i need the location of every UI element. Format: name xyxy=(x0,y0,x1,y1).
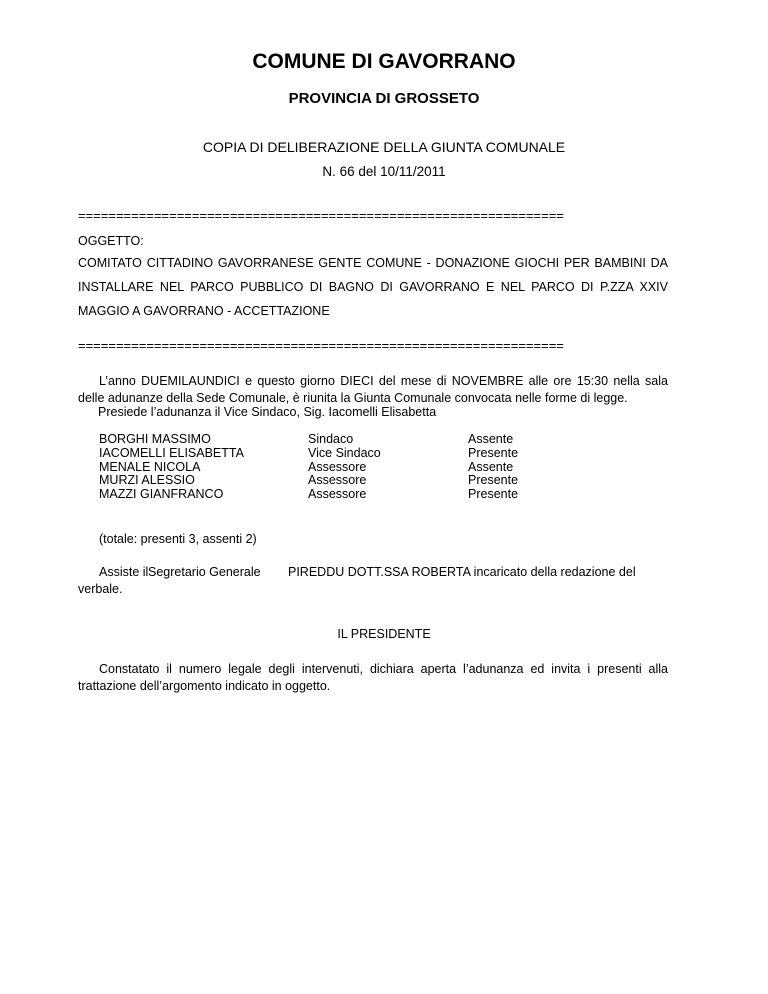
member-name: MAZZI GIANFRANCO xyxy=(99,487,224,502)
intro-paragraph: L’anno DUEMILAUNDICI e questo giorno DIECI del mese di NOVEMBRE alle ore 15:30 nella sala delle adunanze della Sede Comunale, è riunita la Giunta Comunale convocata nelle forme di legge. xyxy=(78,374,668,405)
secretary-line xyxy=(78,564,668,581)
member-status: Assente xyxy=(468,459,514,474)
province-subtitle: PROVINCIA DI GROSSETO xyxy=(288,90,480,107)
subject-text: COMITATO CITTADINO GAVORRANESE GENTE COMUNE - DONAZIONE GIOCHI PER BAMBINI DA INSTALLARE NEL PARCO PUBBLICO DI BAGNO DI GAVORRANO E NEL PARCO DI P.ZZA XXIV MAGGIO A GAVORRANO - ACCETTAZIONE xyxy=(78,256,668,318)
member-name: MENALE NICOLA xyxy=(99,459,201,474)
member-role: Assessore xyxy=(308,459,367,474)
subject-label: OGGETTO: xyxy=(78,234,144,248)
secretary-name: PIREDDU DOTT.SSA ROBERTA incaricato della redazione del xyxy=(288,565,636,579)
member-status: Presente xyxy=(468,445,519,460)
member-role: Vice Sindaco xyxy=(308,445,381,460)
member-status: Presente xyxy=(468,487,519,502)
municipality-title: COMUNE DI GAVORRANO xyxy=(252,50,516,73)
member-name: MURZI ALESSIO xyxy=(99,473,195,488)
document-type: COPIA DI DELIBERAZIONE DELLA GIUNTA COMUNALE xyxy=(202,139,566,155)
president-heading: IL PRESIDENTE xyxy=(337,627,431,641)
member-role: Sindaco xyxy=(308,432,354,446)
attendance-row xyxy=(99,488,619,502)
separator-top: ================================================================ xyxy=(78,208,564,223)
attendance-row xyxy=(99,461,619,475)
member-role: Assessore xyxy=(308,487,367,502)
secretary-paragraph xyxy=(78,564,668,598)
separator-bottom: ================================================================ xyxy=(78,338,564,353)
secretary-line xyxy=(78,581,668,598)
assist-text-end: verbale. xyxy=(78,582,123,596)
attendance-row xyxy=(99,474,619,488)
attendance-row xyxy=(99,433,619,447)
member-status: Assente xyxy=(468,432,514,446)
secretary-title: Segretario Generale xyxy=(148,565,261,579)
closing-paragraph: Constatato il numero legale degli intervenuti, dichiara aperta l’adunanza ed invita i presenti alla trattazione dell’argomento indicato in oggetto. xyxy=(78,662,668,693)
member-role: Assessore xyxy=(308,473,367,488)
attendance-totals: (totale: presenti 3, assenti 2) xyxy=(99,532,257,546)
member-status: Presente xyxy=(468,473,519,488)
attendance-row xyxy=(99,447,619,461)
member-name: BORGHI MASSIMO xyxy=(99,432,211,446)
attendance-table xyxy=(99,433,619,502)
member-name: IACOMELLI ELISABETTA xyxy=(99,445,244,460)
presides-line: Presiede l’adunanza il Vice Sindaco, Sig. Iacomelli Elisabetta xyxy=(98,405,437,419)
assist-text: Assiste il xyxy=(99,565,149,579)
document-number: N. 66 del 10/11/2011 xyxy=(322,164,446,179)
